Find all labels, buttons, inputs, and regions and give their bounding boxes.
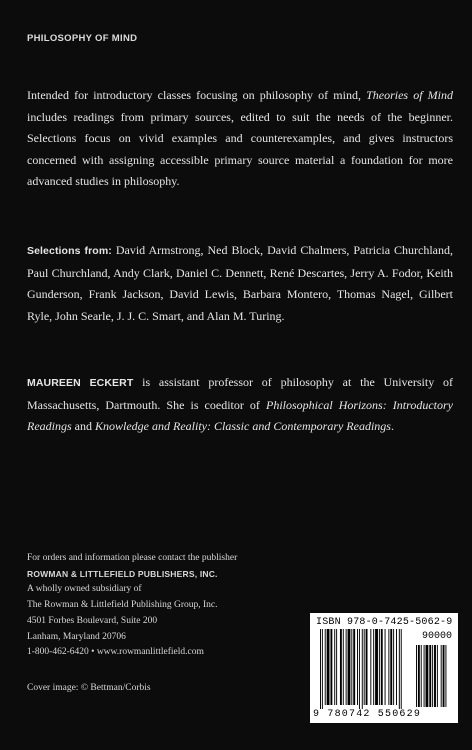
barcode-addon-bar	[432, 645, 433, 707]
barcode-bar	[379, 629, 380, 705]
barcode-bar	[375, 629, 378, 705]
cover-credit: Cover image: © Bettman/Corbis	[27, 683, 151, 693]
barcode-addon-bar	[424, 645, 425, 707]
barcode-addon-bar	[421, 645, 422, 707]
barcode-bar	[390, 629, 392, 705]
barcode-bar	[381, 629, 383, 705]
coedited-book-1: Philosophical Horizons: Introductory Readings	[27, 397, 453, 433]
barcode-bar	[334, 629, 335, 705]
publisher-address: 4501 Forbes Boulevard, Suite 200	[27, 615, 158, 626]
author-bio-text-1: is assistant professor of philosophy at the University of Massachusetts, Dartmouth. She is coeditor of	[27, 375, 453, 412]
barcode-bar	[351, 629, 352, 705]
barcode-addon-bar	[437, 645, 438, 707]
barcode-bar	[370, 629, 371, 705]
barcode-bar	[373, 629, 374, 705]
barcode-addon-bar	[416, 645, 417, 707]
description-paragraph	[27, 85, 453, 193]
barcode-addon-bar	[426, 645, 429, 707]
author-bio-text-3: .	[390, 419, 394, 433]
barcode-bar	[401, 629, 402, 709]
barcode-bar	[346, 629, 347, 705]
barcode-bar	[327, 629, 330, 705]
barcode-bar	[348, 629, 351, 705]
barcode-bar	[340, 629, 342, 705]
barcode-bar	[343, 629, 344, 705]
barcode-bars	[310, 613, 458, 723]
barcode-bar	[320, 629, 321, 709]
barcode-bar	[366, 629, 368, 705]
barcode-addon-bar	[429, 645, 431, 707]
barcode-bar	[396, 629, 397, 705]
publisher-info	[27, 551, 237, 661]
barcode	[310, 613, 458, 723]
barcode-bar	[399, 629, 400, 709]
description-text-end: includes readings from primary sources, edited to suit the needs of the beginner. Selections focus on vivid examples and counterexamples, and gives instructors concerned with assigning accessible primary source material a foundation for more advanced studies in philosophy.	[27, 109, 453, 188]
barcode-bar	[353, 629, 355, 705]
selections-paragraph	[27, 240, 453, 327]
barcode-addon-bar	[434, 645, 436, 707]
barcode-bar	[393, 629, 394, 705]
barcode-bar	[364, 629, 365, 705]
coedited-book-2: Knowledge and Reality: Classic and Contemporary Readings	[95, 419, 391, 433]
price-code: 90000	[421, 631, 452, 642]
author-bio-text-2: and	[71, 419, 95, 433]
author-bio	[27, 372, 453, 438]
barcode-addon-bar	[418, 645, 420, 707]
selections-names: David Armstrong, Ned Block, David Chalmers, Patricia Churchland, Paul Churchland, Andy Clark, Daniel C. Dennett, René Descartes, Jerry A. Fodor, Keith Gunderson, Frank Jackson, David Lewis, Barbara Montero, Thomas Nagel, Gilbert Ryle, John Searle, J. J. C. Smart, and Alan M. Turing.	[27, 243, 453, 323]
barcode-bar	[362, 629, 363, 709]
publisher-city: Lanham, Maryland 20706	[27, 631, 126, 642]
barcode-bar	[388, 629, 389, 705]
barcode-addon-bar	[441, 645, 442, 707]
barcode-bar	[385, 629, 386, 705]
publisher-subsidiary: A wholly owned subsidiary of	[27, 584, 142, 595]
barcode-bar	[330, 629, 332, 705]
publisher-contact: 1-800-462-6420 • www.rowmanlittlefield.com	[27, 647, 204, 658]
barcode-bar	[359, 629, 360, 709]
barcode-bar	[357, 629, 358, 705]
book-title: Theories of Mind	[366, 88, 453, 102]
publisher-name: ROWMAN & LITTLEFIELD PUBLISHERS, INC.	[27, 568, 218, 579]
ean-number: 9 780742 550629	[313, 709, 422, 720]
barcode-bar	[325, 629, 326, 705]
description-text-start: Intended for introductory classes focusing on philosophy of mind,	[27, 88, 367, 102]
isbn-label: ISBN 978-0-7425-5062-9	[316, 617, 453, 628]
publisher-intro: For orders and information please contact the publisher	[27, 553, 238, 563]
selections-label: Selections from:	[27, 245, 112, 257]
series-label: PHILOSOPHY OF MIND	[27, 33, 138, 44]
barcode-addon-bar	[443, 645, 445, 707]
barcode-bar	[322, 629, 323, 709]
author-name: MAUREEN ECKERT	[27, 377, 134, 389]
barcode-bar	[336, 629, 337, 705]
publisher-group: The Rowman & Littlefield Publishing Group, Inc.	[27, 600, 218, 611]
barcode-addon-bar	[445, 645, 446, 707]
